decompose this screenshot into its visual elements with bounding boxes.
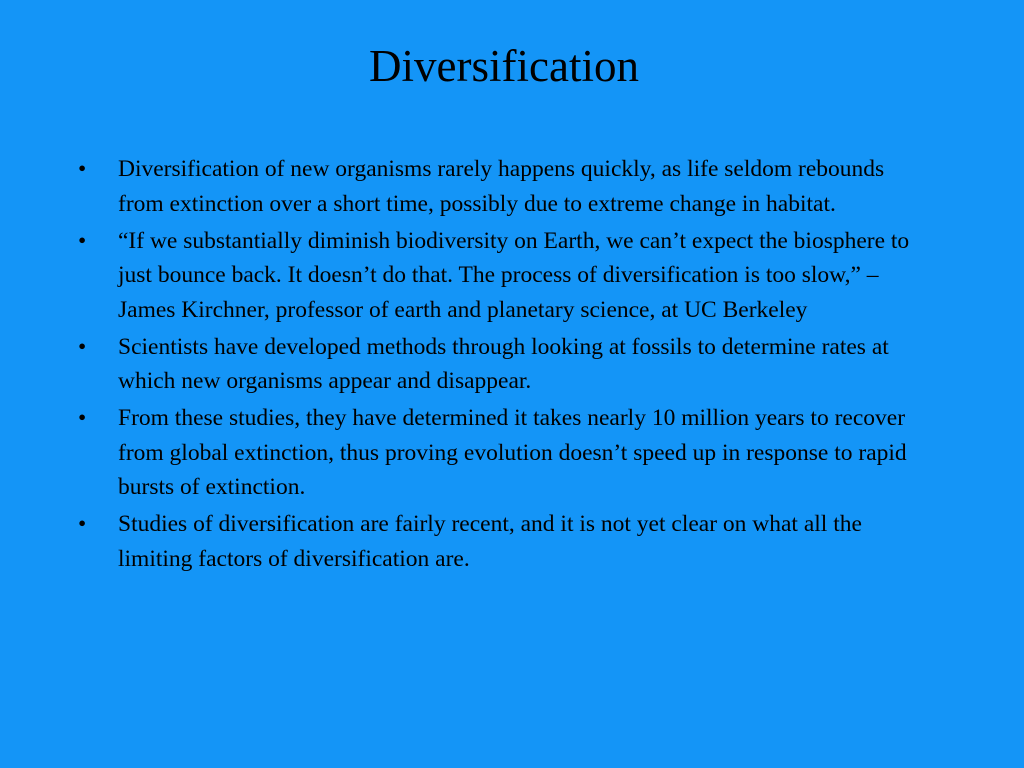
bullet-marker: •: [78, 405, 87, 431]
bullet-marker: •: [78, 511, 87, 537]
bullet-text: “If we substantially diminish biodiversity on Earth, we can’t expect the biosphere to just bounce back. It doesn’t do that. The process of diversification is too slow,” – James Kirchner, professor of earth and planetary science, at UC Berkeley: [118, 227, 910, 323]
bullet-item: [0, 507, 1024, 576]
slide-title: Diversification: [369, 41, 639, 91]
bullet-item: [0, 401, 1024, 505]
bullet-marker: •: [78, 227, 87, 254]
bullet-item: [0, 330, 1024, 399]
bullet-text: Studies of diversification are fairly recent, and it is not yet clear on what all the limiting factors of diversification are.: [118, 511, 862, 572]
bullet-marker: •: [78, 156, 87, 182]
bullet-item: [0, 152, 1024, 221]
bullet-item: [0, 224, 1024, 328]
bullet-text: From these studies, they have determined it takes nearly 10 million years to recover from global extinction, thus proving evolution doesn’t speed up in response to rapid bursts of extinction.: [118, 405, 907, 500]
bullet-text: Scientists have developed methods through looking at fossils to determine rates at which new organisms appear and disappear.: [118, 333, 889, 394]
bullet-marker: •: [78, 333, 87, 360]
bullet-text: Diversification of new organisms rarely happens quickly, as life seldom rebounds from extinction over a short time, possibly due to extreme change in habitat.: [118, 156, 885, 217]
bullet-list: [0, 152, 1024, 579]
